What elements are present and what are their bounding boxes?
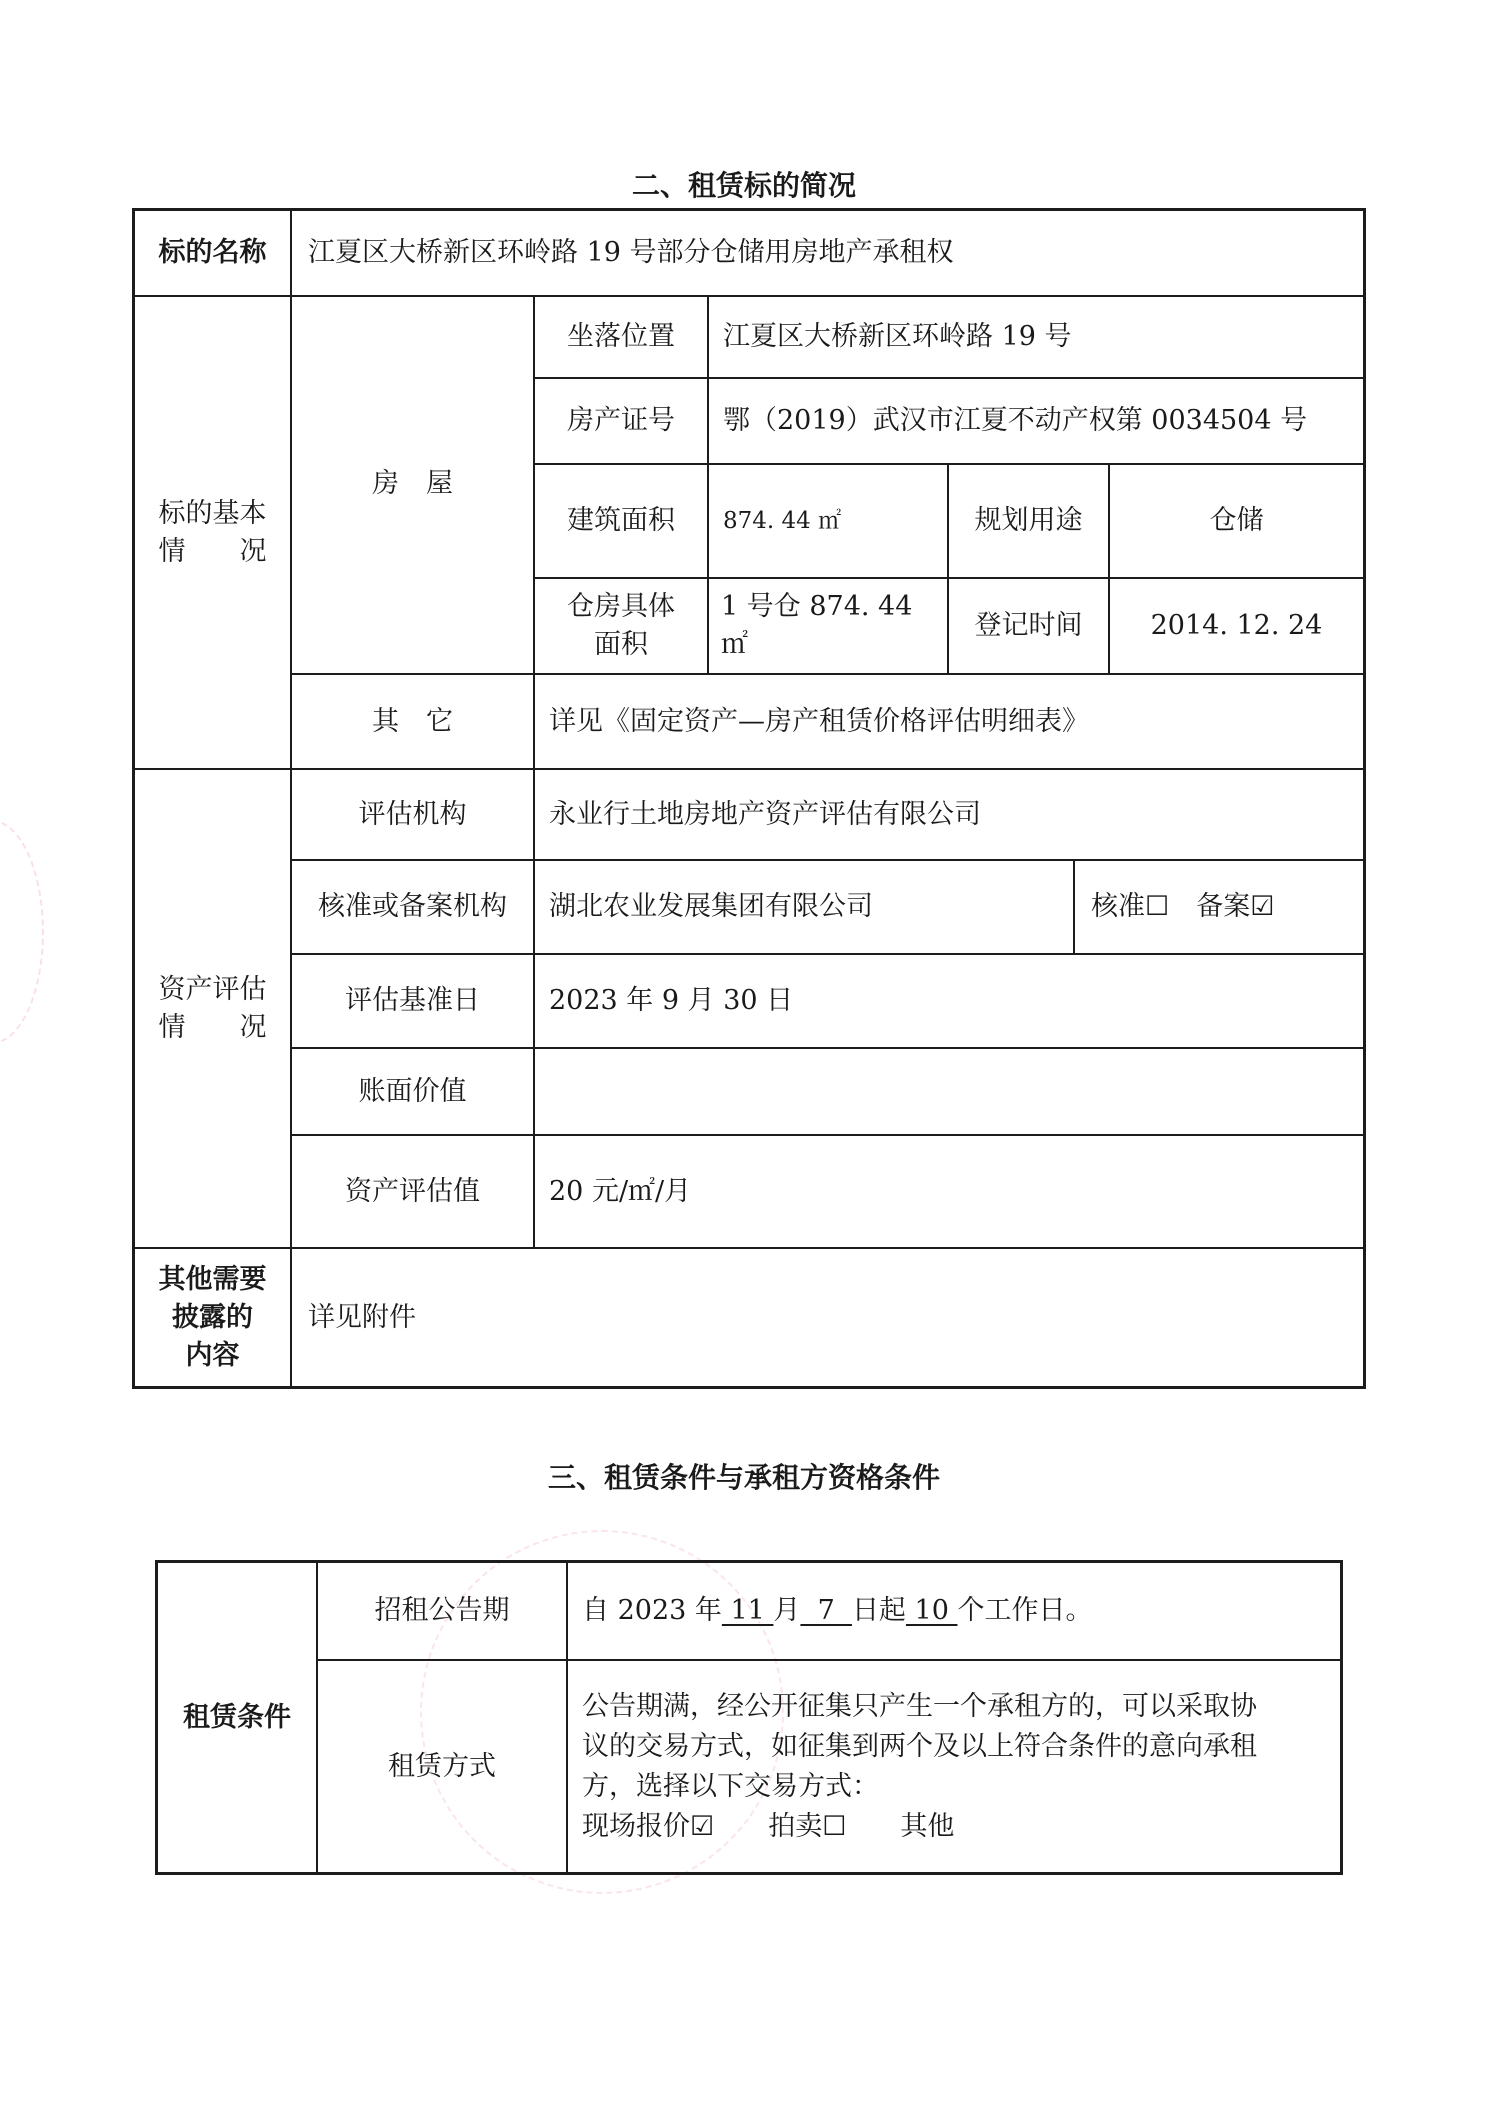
approval-agency-label: 核准或备案机构 xyxy=(318,891,507,922)
base-date-value: 2023 年 9 月 30 日 xyxy=(549,985,794,1016)
notice-period-days: 10 xyxy=(905,1595,958,1626)
lease-method-line3: 方，选择以下交易方式： xyxy=(582,1770,879,1802)
disclosure-label xyxy=(135,1249,290,1386)
agency-value: 永业行土地房地产资产评估有限公司 xyxy=(549,798,981,830)
other-label: 其 它 xyxy=(372,705,453,737)
register-time-label: 登记时间 xyxy=(974,610,1083,641)
use-label: 规划用途 xyxy=(974,505,1083,536)
section2-title: 二、租赁标的简况 xyxy=(631,169,856,202)
section3-title: 三、租赁条件与承租方资格条件 xyxy=(547,1461,940,1494)
book-value xyxy=(535,1049,1363,1134)
agency-label: 评估机构 xyxy=(358,798,467,830)
lease-method-line2: 议的交易方式，如征集到两个及以上符合条件的意向承租 xyxy=(582,1730,1257,1762)
area-label: 建筑面积 xyxy=(567,505,675,536)
warehouse-area-label xyxy=(535,579,707,673)
evaluation-value-label: 资产评估值 xyxy=(345,1175,480,1207)
cert-value: 鄂（2019）武汉市江夏不动产权第 0034504 号 xyxy=(723,405,1308,436)
disclosure-label-line3: 内容 xyxy=(185,1339,240,1371)
notice-period-label: 招租公告期 xyxy=(374,1595,510,1626)
lease-method-label: 租赁方式 xyxy=(388,1750,496,1782)
target-name-label: 标的名称 xyxy=(158,237,267,268)
basic-info-label-line2: 情 况 xyxy=(158,535,267,567)
basic-info-label xyxy=(135,297,290,768)
base-date-label: 评估基准日 xyxy=(345,985,480,1016)
lease-method-value xyxy=(568,1661,1340,1872)
evaluation-label-line2: 情 况 xyxy=(158,1011,267,1043)
use-value: 仓储 xyxy=(1209,505,1264,536)
lease-method-line1: 公告期满，经公开征集只产生一个承租方的，可以采取协 xyxy=(582,1690,1257,1722)
location-value: 江夏区大桥新区环岭路 19 号 xyxy=(723,321,1072,352)
warehouse-area-value: 1 号仓 874. 44 ㎡ xyxy=(721,591,913,660)
cert-label: 房产证号 xyxy=(567,405,675,436)
seal-mark-left xyxy=(0,820,44,1044)
notice-period-prefix: 自 2023 年 xyxy=(582,1595,722,1626)
disclosure-label-line2: 披露的 xyxy=(172,1301,253,1333)
lease-method-line4: 现场报价☑ 拍卖☐ 其他 xyxy=(582,1810,955,1842)
register-time-value: 2014. 12. 24 xyxy=(1150,610,1323,641)
location-label: 坐落位置 xyxy=(567,321,675,352)
evaluation-value: 20 元/㎡/月 xyxy=(549,1175,692,1207)
disclosure-label-line1: 其他需要 xyxy=(158,1263,267,1295)
other-value: 详见《固定资产—房产租赁价格评估明细表》 xyxy=(549,705,1089,737)
approval-agency-value: 湖北农业发展集团有限公司 xyxy=(549,891,873,922)
evaluation-label xyxy=(135,770,290,1247)
house-label: 房 屋 xyxy=(372,468,453,499)
target-name-value: 江夏区大桥新区环岭路 19 号部分仓储用房地产承租权 xyxy=(308,237,954,268)
disclosure-value: 详见附件 xyxy=(308,1301,416,1333)
notice-period-day: 7 xyxy=(800,1595,852,1626)
warehouse-area-label-line1: 仓房具体 xyxy=(567,591,675,622)
book-value-label: 账面价值 xyxy=(358,1075,467,1107)
notice-period-day-unit: 日起 xyxy=(851,1595,906,1626)
lease-conditions-label: 租赁条件 xyxy=(183,1701,291,1733)
basic-info-label-line1: 标的基本 xyxy=(158,497,267,529)
notice-period-month: 11 xyxy=(721,1595,774,1626)
warehouse-area-label-line2: 面积 xyxy=(594,629,648,660)
evaluation-label-line1: 资产评估 xyxy=(158,973,267,1005)
notice-period-month-unit: 月 xyxy=(773,1595,801,1626)
notice-period-suffix: 个工作日。 xyxy=(957,1595,1093,1626)
notice-period-value xyxy=(568,1563,1340,1659)
area-value: 874. 44 ㎡ xyxy=(723,508,842,534)
approval-checkboxes: 核准☐ 备案☑ xyxy=(1091,891,1275,922)
